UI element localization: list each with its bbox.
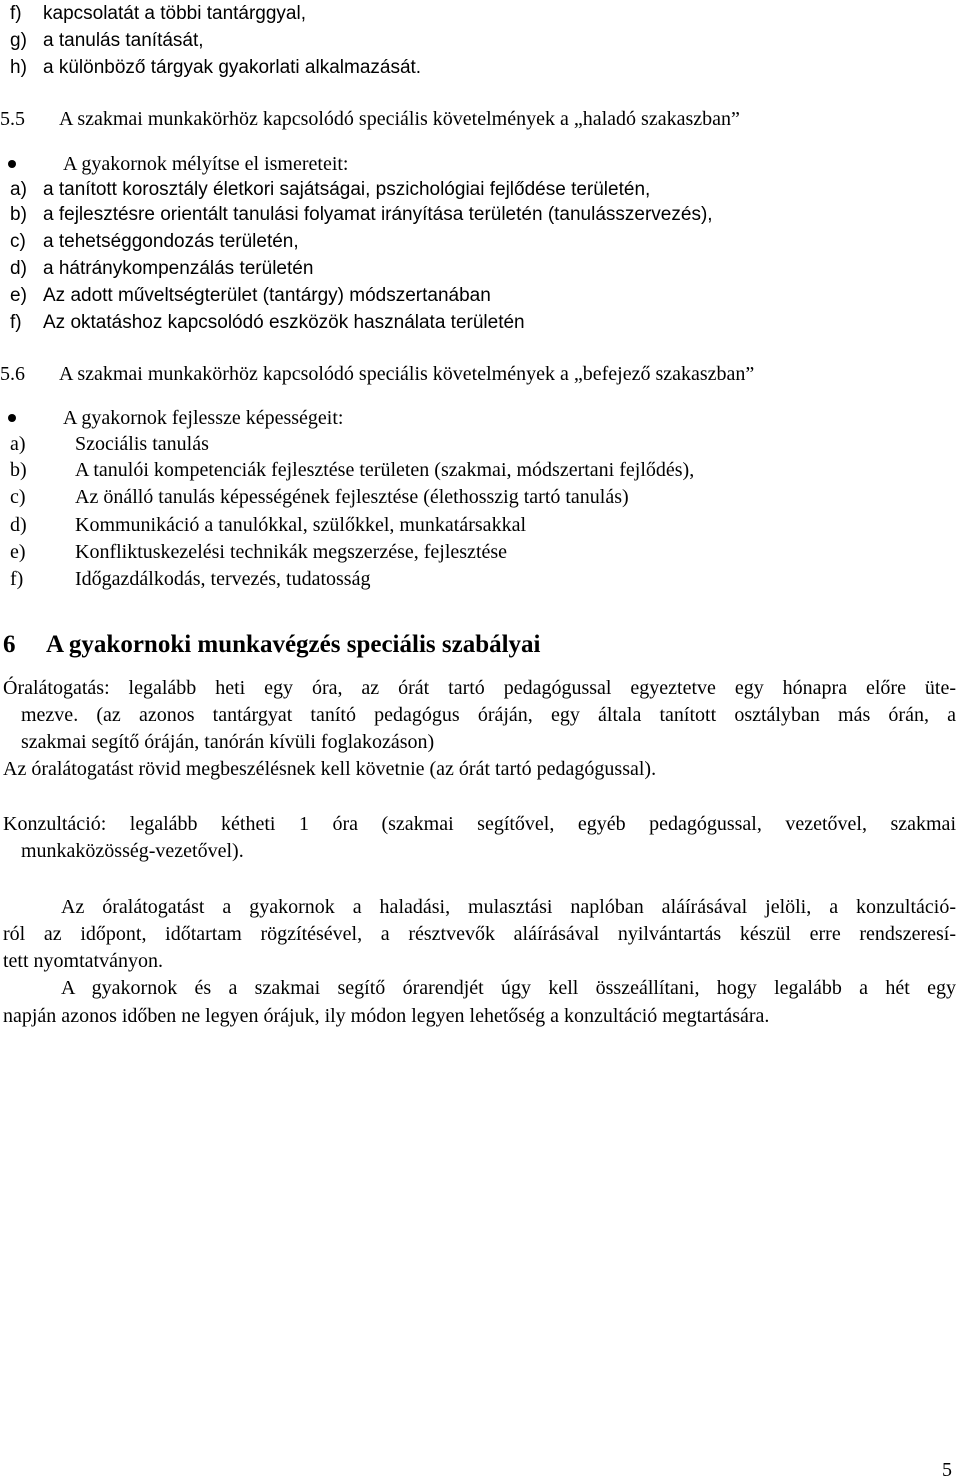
list-item-label: g) <box>10 30 27 51</box>
list-item-text: Konfliktuskezelési technikák megszerzése, fejlesztése <box>75 541 508 563</box>
oralatogatas-line: mezve. (az azonos tantárgyat tanító pedagógus óráján, egy általa tanított osztályban más órán, a <box>21 704 956 726</box>
list-item-label: b) <box>10 204 27 225</box>
list-item-label: d) <box>10 514 27 536</box>
list-item-text: a tanított korosztály életkori sajátságai, pszichológiai fejlődése területén, <box>43 179 651 200</box>
list-item-text: Az önálló tanulás képességének fejlesztése (élethosszig tartó tanulás) <box>75 486 629 508</box>
list-item-label: f) <box>10 3 22 24</box>
chapter-number: 6 <box>3 631 16 658</box>
list-item-label: f) <box>10 568 24 590</box>
bullet-icon <box>8 160 16 168</box>
list-item-text: a tanulás tanítását, <box>43 30 204 51</box>
paragraph-line: A gyakornok és a szakmai segítő órarendjét úgy kell összeállítani, hogy legalább a hét egy <box>61 977 956 999</box>
list-item-text: A tanulói kompetenciák fejlesztése területen (szakmai, módszertani fejlődés), <box>75 459 695 481</box>
list-item-text: kapcsolatát a többi tantárggyal, <box>43 3 307 24</box>
list-item-text: Kommunikáció a tanulókkal, szülőkkel, munkatársakkal <box>75 514 526 536</box>
section-title: A szakmai munkakörhöz kapcsolódó speciális követelmények a „befejező szakaszban” <box>59 363 755 385</box>
list-item-label: e) <box>10 541 26 563</box>
konzultacio-line: munkaközösség-vezetővel). <box>21 840 244 862</box>
list-item-label: a) <box>10 179 27 200</box>
paragraph-line: napján azonos időben ne legyen órájuk, ily módon legyen lehetőség a konzultáció megtartására. <box>3 1005 770 1027</box>
list-item-text: Időgazdálkodás, tervezés, tudatosság <box>75 568 371 590</box>
list-item-label: d) <box>10 258 27 279</box>
paragraph-line: Az óralátogatást a gyakornok a haladási, mulasztási naplóban aláírásával jelöli, a konzultáció- <box>61 896 956 918</box>
list-item-label: e) <box>10 285 27 306</box>
chapter-title: A gyakornoki munkavégzés speciális szabályai <box>46 631 541 658</box>
list-item-text: a fejlesztésre orientált tanulási folyamat irányítása területén (tanulásszervezés), <box>43 204 713 225</box>
konzultacio-line: Konzultáció: legalább kétheti 1 óra (szakmai segítővel, egyéb pedagógussal, vezetővel, szakmai <box>3 813 956 835</box>
oralatogatas-line: szakmai segítő óráján, tanórán kívüli foglakozáson) <box>21 731 435 753</box>
list-item-label: b) <box>10 459 27 481</box>
list-item-label: f) <box>10 312 22 333</box>
list-item-label: c) <box>10 486 26 508</box>
bullet-text: A gyakornok mélyítse el ismereteit: <box>63 153 349 175</box>
oralatogatas-line: Óralátogatás: legalább heti egy óra, az órát tartó pedagógussal egyeztetve egy hónapra előre üte- <box>3 677 956 699</box>
list-item-label: a) <box>10 433 26 455</box>
list-item-text: a különböző tárgyak gyakorlati alkalmazását. <box>43 57 422 78</box>
bullet-text: A gyakornok fejlessze képességeit: <box>63 407 344 429</box>
section-number: 5.5 <box>0 108 25 130</box>
list-item-text: Az oktatáshoz kapcsolódó eszközök használata területén <box>43 312 525 333</box>
section-title: A szakmai munkakörhöz kapcsolódó speciális követelmények a „haladó szakaszban” <box>59 108 740 130</box>
paragraph-line: ról az időpont, időtartam rögzítésével, a résztvevők aláírásával nyilvántartás készül erre rendszeresí- <box>3 923 956 945</box>
paragraph-line: tett nyomtatványon. <box>3 950 163 972</box>
list-item-label: h) <box>10 57 27 78</box>
section-number: 5.6 <box>0 363 25 385</box>
list-item-text: a hátránykompenzálás területén <box>43 258 314 279</box>
page-number: 5 <box>942 1459 952 1481</box>
list-item-label: c) <box>10 231 26 252</box>
list-item-text: Szociális tanulás <box>75 433 209 455</box>
bullet-icon <box>8 414 16 422</box>
list-item-text: Az adott műveltségterület (tantárgy) módszertanában <box>43 285 491 306</box>
oralatogatas-line: Az óralátogatást rövid megbeszélésnek kell követnie (az órát tartó pedagógussal). <box>3 758 657 780</box>
list-item-text: a tehetséggondozás területén, <box>43 231 299 252</box>
